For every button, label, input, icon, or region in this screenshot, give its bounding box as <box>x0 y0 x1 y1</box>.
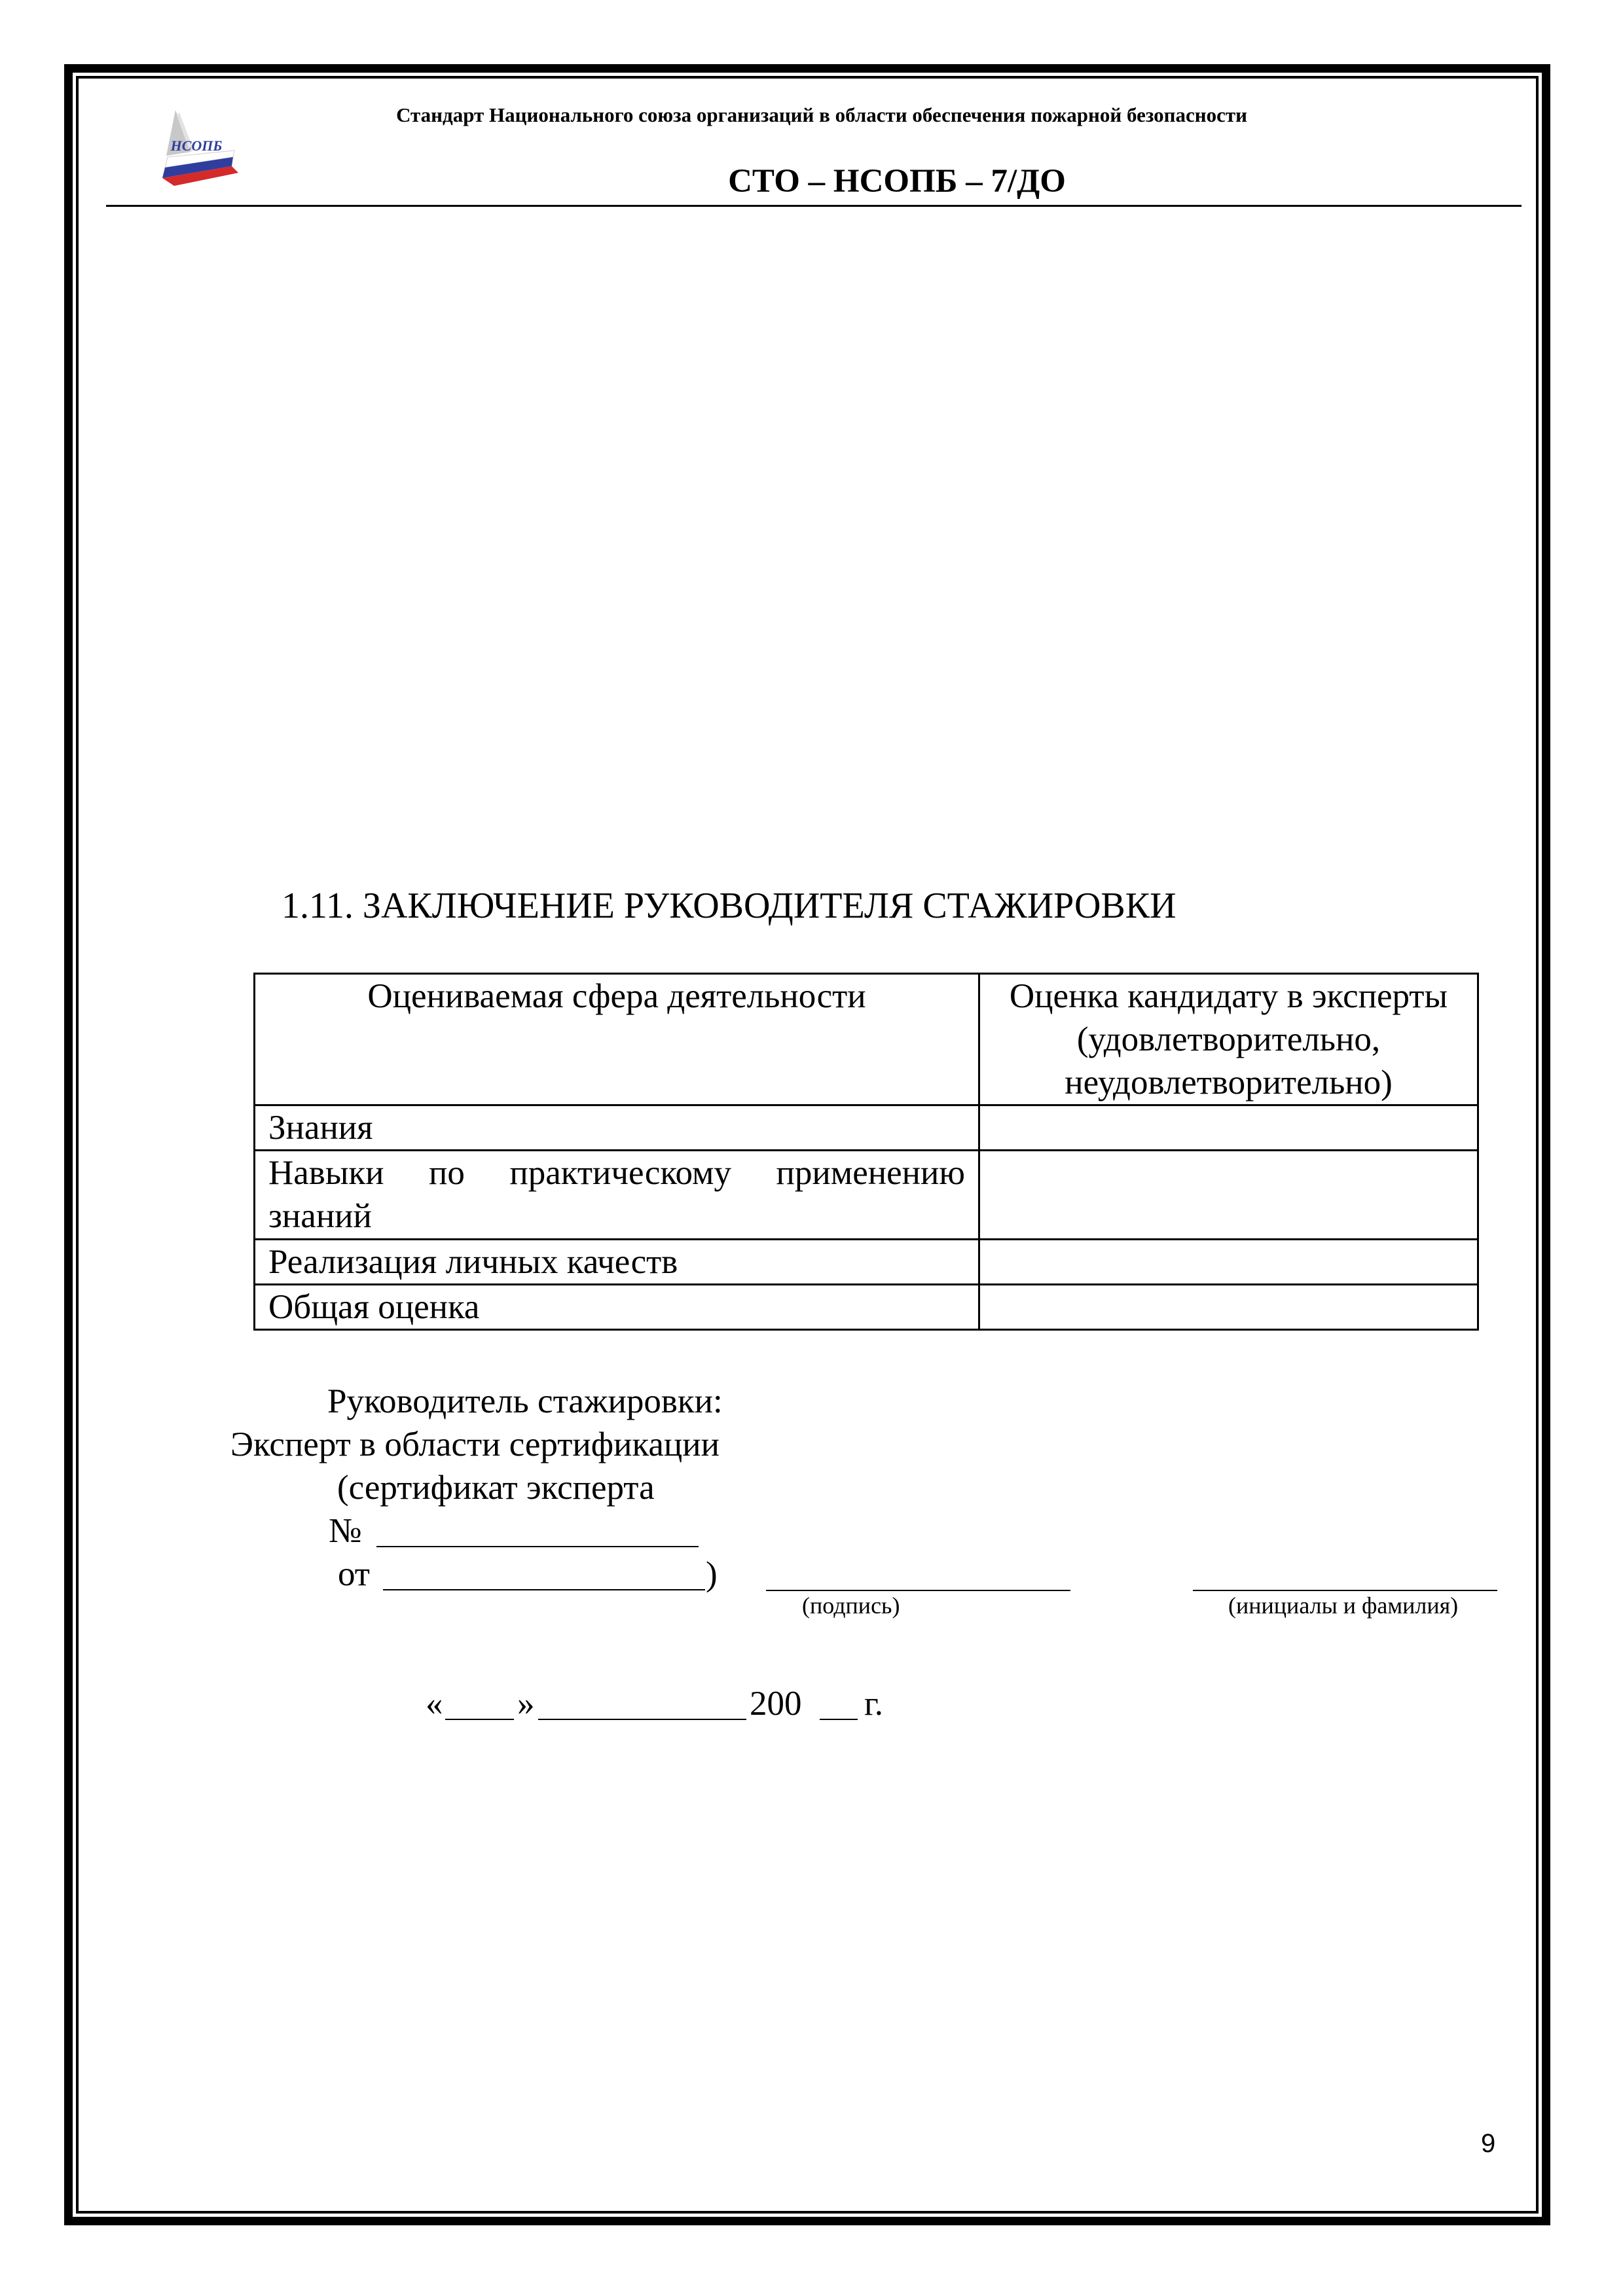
column-header-grade-line3: неудовлетворительно) <box>1065 1064 1393 1102</box>
certificate-date-label: от <box>338 1555 370 1593</box>
table-row <box>255 1285 1478 1330</box>
grade-cell-skills[interactable] <box>979 1151 1478 1240</box>
certificate-label: (сертификат эксперта <box>337 1469 655 1507</box>
expert-label: Эксперт в области сертификации <box>230 1426 720 1463</box>
standard-organization-line: Стандарт Национального союза организаций в области обеспечения пожарной безопасности <box>396 103 1247 126</box>
certificate-close-paren: ) <box>706 1555 718 1593</box>
table-header-row <box>255 974 1478 1105</box>
name-field[interactable] <box>1193 1590 1497 1591</box>
column-header-grade-line1: Оценка кандидату в эксперты <box>1009 977 1448 1015</box>
certificate-number-label: № <box>329 1512 362 1550</box>
row-label-overall: Общая оценка <box>255 1285 979 1330</box>
column-header-area-text: Оцениваемая сфера деятельности <box>367 977 866 1015</box>
column-header-area <box>255 974 979 1105</box>
page-number: 9 <box>1481 2129 1496 2158</box>
signature-field[interactable] <box>766 1590 1070 1591</box>
certificate-number-field[interactable] <box>376 1546 699 1547</box>
header-divider <box>106 205 1522 207</box>
grade-cell-knowledge[interactable] <box>979 1105 1478 1151</box>
date-year-field[interactable] <box>820 1719 858 1720</box>
date-open-quote: « <box>426 1685 443 1723</box>
grade-cell-overall[interactable] <box>979 1285 1478 1330</box>
date-year-prefix: 200 <box>750 1685 802 1723</box>
date-close-quote: » <box>517 1685 535 1723</box>
table-row <box>255 1240 1478 1285</box>
table-row <box>255 1105 1478 1151</box>
section-title: 1.11. ЗАКЛЮЧЕНИЕ РУКОВОДИТЕЛЯ СТАЖИРОВКИ <box>282 886 1176 926</box>
grade-cell-personal-qualities[interactable] <box>979 1240 1478 1285</box>
logo-text: НСОПБ <box>170 137 223 154</box>
row-label-skills <box>255 1151 979 1240</box>
certificate-date-field[interactable] <box>383 1589 705 1590</box>
column-header-grade <box>979 974 1478 1105</box>
column-header-grade-line2: (удовлетворительно, <box>1076 1020 1381 1058</box>
name-caption: (инициалы и фамилия) <box>1228 1592 1459 1619</box>
supervisor-label: Руководитель стажировки: <box>327 1382 723 1420</box>
row-label-knowledge: Знания <box>255 1105 979 1151</box>
row-label-skills-line1: Навыки по практическому применению <box>268 1154 965 1192</box>
document-code: СТО – НСОПБ – 7/ДО <box>728 163 1066 200</box>
date-month-field[interactable] <box>538 1719 746 1720</box>
date-day-field[interactable] <box>445 1719 514 1720</box>
signature-caption: (подпись) <box>802 1592 900 1619</box>
row-label-skills-line2: знаний <box>268 1197 372 1235</box>
date-year-suffix: г. <box>864 1685 884 1723</box>
assessment-table <box>253 973 1479 1331</box>
row-label-personal-qualities: Реализация личных качеств <box>255 1240 979 1285</box>
table-row <box>255 1151 1478 1240</box>
